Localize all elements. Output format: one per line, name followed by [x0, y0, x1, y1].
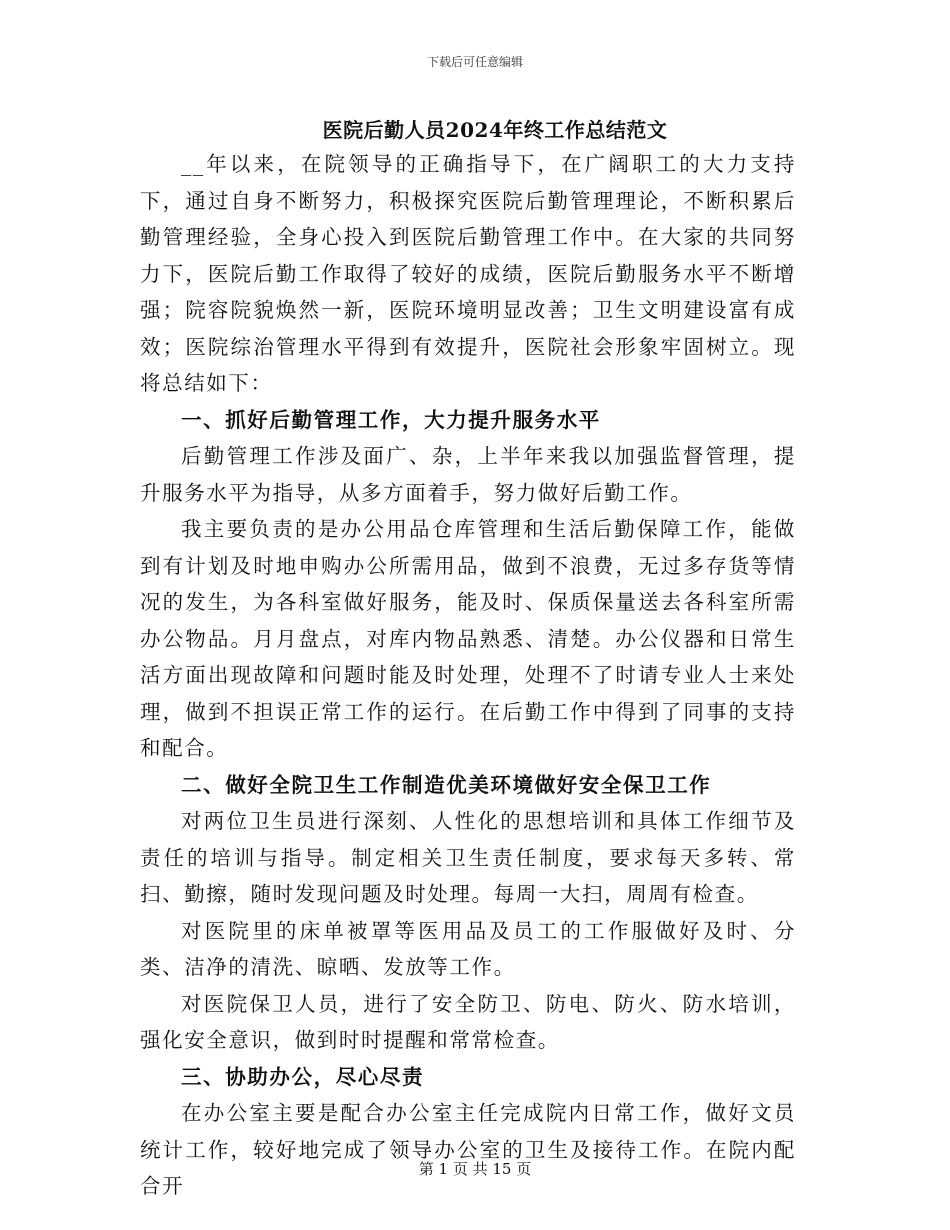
document-title: 医院后勤人员2024年终工作总结范文 — [322, 118, 668, 142]
section-2-paragraph-1: 对两位卫生员进行深刻、人性化的思想培训和具体工作细节及责任的培训与指导。制定相关卫生责任制度，要求每天多转、常扫、勤擦，随时发现问题及时处理。每周一大扫，周周有检查。 — [140, 809, 796, 906]
section-1-paragraph-1: 后勤管理工作涉及面广、杂，上半年来我以加强监督管理，提升服务水平为指导，从多方面着手，努力做好后勤工作。 — [140, 444, 796, 505]
page-header-note: 下载后可任意编辑 — [426, 55, 523, 69]
section-1-paragraph-2: 我主要负责的是办公用品仓库管理和生活后勤保障工作，能做到有计划及时地申购办公所需用品，做到不浪费，无过多存货等情况的发生，为各科室做好服务，能及时、保质保量送去各科室所需办公物品。月月盘点，对库内物品熟悉、清楚。办公仪器和日常生活方面出现故障和问题时能及时处理，处理不了时请专业人士来处理，做到不担误正常工作的运行。在后勤工作中得到了同事的支持和配合。 — [140, 517, 796, 760]
document-body — [140, 146, 796, 1205]
page-number: 第 1 页 共 15 页 — [418, 1160, 532, 1178]
section-3-paragraph-1: 在办公室主要是配合办公室主任完成院内日常工作，做好文员统计工作，较好地完成了领导办公室的卫生及接待工作。在院内配合开 — [140, 1101, 796, 1198]
section-2-paragraph-2: 对医院里的床单被罩等医用品及员工的工作服做好及时、分类、洁净的清洗、晾晒、发放等工作。 — [140, 918, 796, 979]
intro-paragraph: __年以来，在院领导的正确指导下，在广阔职工的大力支持下，通过自身不断努力，积极探究医院后勤管理理论，不断积累后勤管理经验，全身心投入到医院后勤管理工作中。在大家的共同努力下，医院后勤工作取得了较好的成绩，医院后勤服务水平不断增强；院容院貌焕然一新，医院环境明显改善；卫生文明建设富有成效；医院综治管理水平得到有效提升，医院社会形象牢固树立。现将总结如下： — [140, 152, 796, 395]
section-heading-1: 一、抓好后勤管理工作，大力提升服务水平 — [181, 407, 601, 432]
section-heading-2: 二、做好全院卫生工作制造优美环境做好安全保卫工作 — [181, 772, 712, 797]
section-heading-3: 三、协助办公，尽心尽责 — [181, 1064, 425, 1089]
section-2-paragraph-3: 对医院保卫人员，进行了安全防卫、防电、防火、防水培训，强化安全意识，做到时时提醒和常常检查。 — [140, 991, 796, 1052]
